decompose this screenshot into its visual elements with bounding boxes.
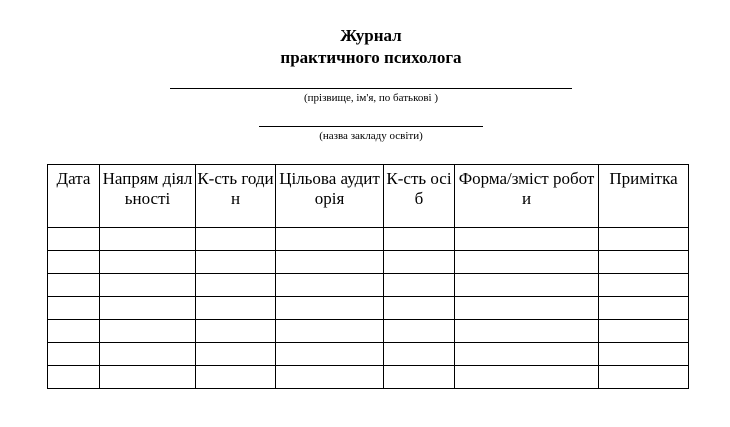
- table-cell: [599, 228, 689, 251]
- table-cell: [100, 343, 196, 366]
- table-cell: [48, 228, 100, 251]
- column-header-date: Дата: [48, 165, 100, 228]
- table-cell: [599, 251, 689, 274]
- table-cell: [384, 366, 455, 389]
- column-header-work-form-content: Форма/зміст роботи: [455, 165, 599, 228]
- table-cell: [48, 297, 100, 320]
- table-row: [48, 274, 689, 297]
- table-cell: [48, 274, 100, 297]
- school-caption: (назва закладу освіти): [319, 130, 423, 142]
- table-cell: [196, 297, 276, 320]
- table-header-row: [48, 165, 689, 228]
- table-cell: [100, 320, 196, 343]
- table-cell: [384, 274, 455, 297]
- table-cell: [599, 320, 689, 343]
- table-cell: [384, 320, 455, 343]
- table-cell: [100, 297, 196, 320]
- journal-subtitle: практичного психолога: [280, 48, 462, 67]
- table-row: [48, 320, 689, 343]
- table-row: [48, 343, 689, 366]
- table-cell: [384, 297, 455, 320]
- column-header-persons-count: К-сть осіб: [384, 165, 455, 228]
- table-cell: [276, 297, 384, 320]
- table-cell: [599, 366, 689, 389]
- column-header-target-audience: Цільова аудиторія: [276, 165, 384, 228]
- school-fill-line: [259, 126, 483, 127]
- table-cell: [100, 251, 196, 274]
- journal-title: Журнал: [340, 26, 402, 45]
- table-cell: [384, 251, 455, 274]
- table-cell: [276, 251, 384, 274]
- table-body: [48, 228, 689, 389]
- journal-table: [47, 164, 689, 389]
- table-cell: [48, 366, 100, 389]
- table-cell: [276, 228, 384, 251]
- name-caption: (прізвище, ім'я, по батькові ): [303, 92, 439, 104]
- table-cell: [196, 251, 276, 274]
- table-cell: [455, 228, 599, 251]
- table-cell: [599, 297, 689, 320]
- table-row: [48, 251, 689, 274]
- table-row: [48, 366, 689, 389]
- table-cell: [276, 320, 384, 343]
- table-cell: [196, 343, 276, 366]
- name-fill-line: [170, 88, 572, 89]
- column-header-activity-direction: Напрям діяльності: [100, 165, 196, 228]
- table-cell: [455, 320, 599, 343]
- table-cell: [196, 320, 276, 343]
- table-cell: [276, 366, 384, 389]
- table-cell: [455, 251, 599, 274]
- table-row: [48, 228, 689, 251]
- table-cell: [48, 251, 100, 274]
- table-cell: [48, 343, 100, 366]
- table-cell: [384, 228, 455, 251]
- column-header-note: Примітка: [599, 165, 689, 228]
- table-cell: [196, 366, 276, 389]
- table-row: [48, 297, 689, 320]
- table-cell: [384, 343, 455, 366]
- column-header-hours-count: К-сть годин: [196, 165, 276, 228]
- table-cell: [100, 366, 196, 389]
- table-cell: [196, 274, 276, 297]
- table-cell: [100, 228, 196, 251]
- table-cell: [455, 297, 599, 320]
- table-cell: [196, 228, 276, 251]
- table-cell: [276, 274, 384, 297]
- table-cell: [48, 320, 100, 343]
- table-cell: [599, 343, 689, 366]
- table-cell: [276, 343, 384, 366]
- table-cell: [599, 274, 689, 297]
- table-cell: [100, 274, 196, 297]
- table-cell: [455, 343, 599, 366]
- table-cell: [455, 366, 599, 389]
- table-cell: [455, 274, 599, 297]
